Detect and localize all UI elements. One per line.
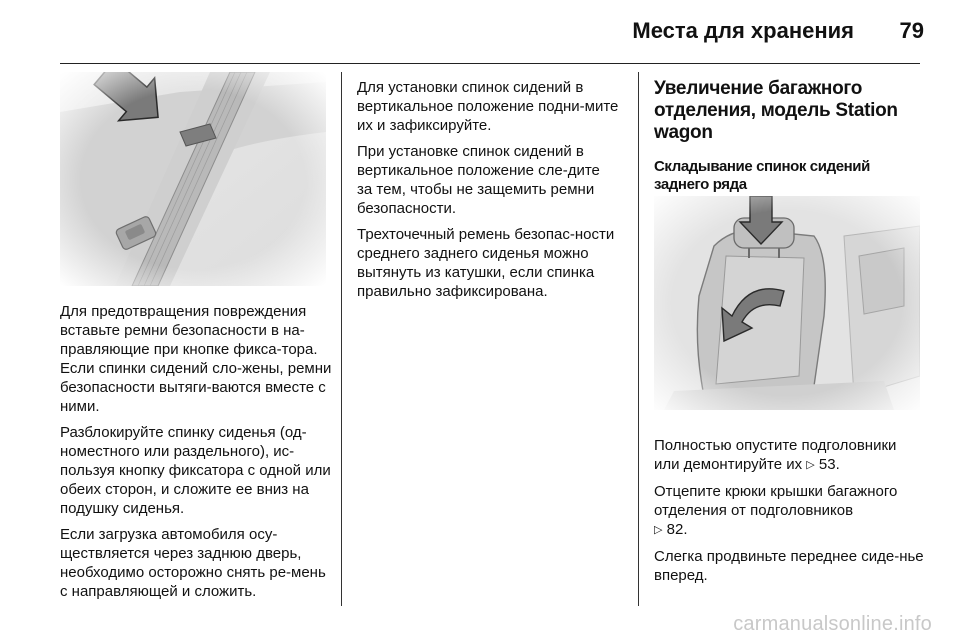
page-reference-icon: ▷ xyxy=(654,524,663,536)
paragraph-text: Полностью опустите подголовники или демонтируйте их xyxy=(654,437,897,473)
paragraph: Для установки спинок сидений в вертикальное положение подни-мите их и зафиксируйте. xyxy=(357,79,619,134)
right-column xyxy=(654,78,924,592)
paragraph: Если загрузка автомобиля осу-ществляется через заднюю дверь, необходимо осторожно снять ре-мень с направляющей и сложить. xyxy=(60,526,326,600)
paragraph-text: Отцепите крюки крышки багажного отделения от подголовников xyxy=(654,483,898,519)
column-divider-right xyxy=(638,72,639,606)
paragraph xyxy=(654,482,924,540)
page-reference[interactable]: 82. xyxy=(666,521,688,538)
watermark: carmanualsonline.info xyxy=(733,613,932,635)
paragraph: Для предотвращения повреждения вставьте ремни безопасности в на-правляющие при кнопке фикса-тора. Если спинки сидений сло-жены, ремни безопасности вытяги-ваются вместе с ними. xyxy=(60,303,332,415)
paragraph: Слегка продвиньте переднее сиде-нье вперед. xyxy=(654,548,924,584)
paragraph: Разблокируйте спинку сиденья (од-номестного или раздельного), ис-пользуя кнопку фиксатора с одной или обеих сторон, и сложите ее вниз на подушку сиденья. xyxy=(60,424,331,517)
paragraph: Трехточечный ремень безопас-ности среднего заднего сиденья можно вытянуть из катушки, если спинка правильно зафиксирована. xyxy=(357,226,615,300)
middle-column xyxy=(357,78,619,308)
paragraph xyxy=(654,436,924,475)
figure-spacer xyxy=(654,210,924,436)
page-number: 79 xyxy=(899,18,924,43)
section-subheading: Складывание спинок сидений заднего ряда xyxy=(654,158,870,193)
seatbelt-guide-illustration xyxy=(60,72,326,286)
page-reference[interactable]: 53. xyxy=(818,456,840,473)
left-column xyxy=(60,302,332,608)
section-heading: Увеличение багажного отделения, модель Station wagon xyxy=(654,78,898,143)
column-divider-left xyxy=(341,72,342,606)
page-header xyxy=(0,14,960,54)
page-title: Места для хранения xyxy=(632,18,854,43)
page-reference-icon: ▷ xyxy=(806,459,815,471)
paragraph: При установке спинок сидений в вертикальное положение сле-дите за тем, чтобы не защемить ремни безопасности. xyxy=(357,143,600,217)
header-divider xyxy=(60,63,920,64)
